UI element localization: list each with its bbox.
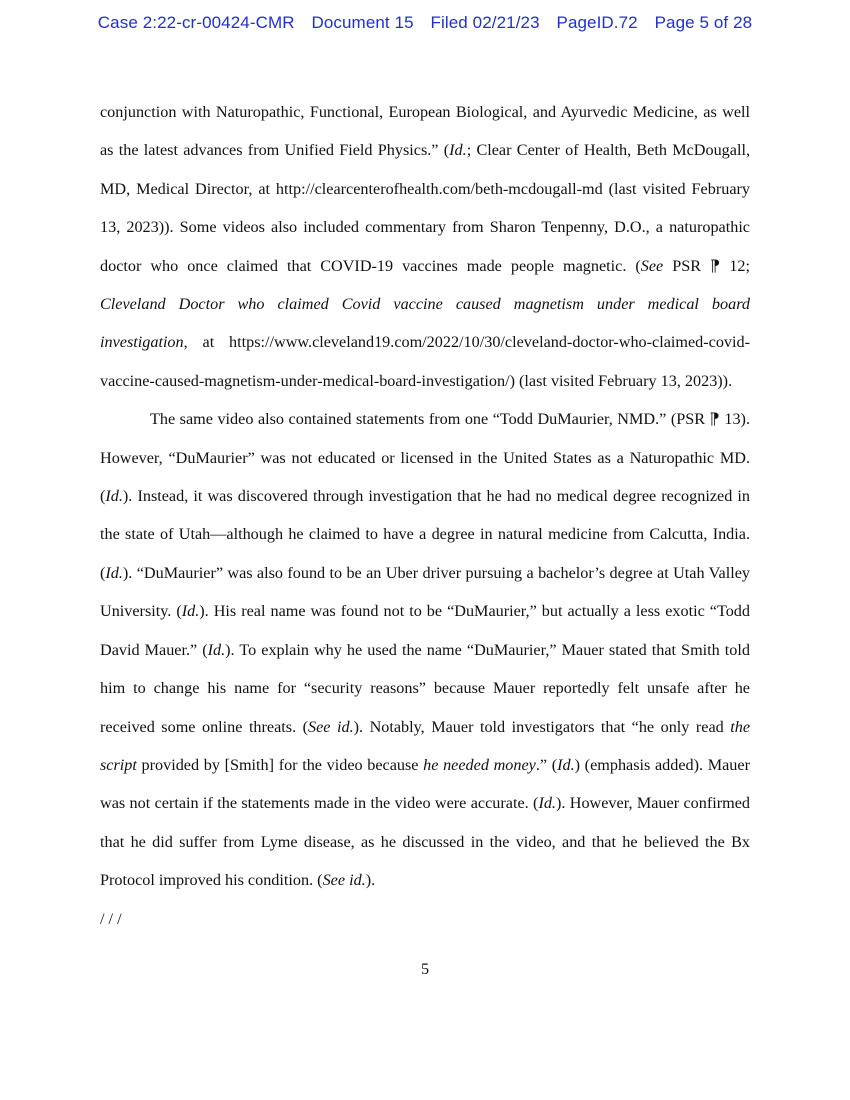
paragraph-1 xyxy=(100,93,750,400)
text-run: ). Instead, it was discovered through investigation that he had no medical degree recognized in the state of Utah—although he claimed to have a degree in natural medicine from Calcutta, India. ( xyxy=(100,487,750,582)
italic-text: Id. xyxy=(105,487,123,506)
section-break: / / / xyxy=(100,909,122,928)
text-run: ). However, Mauer confirmed that he did suffer from Lyme disease, as he discussed in the video, and that he believed the Bx Protocol improved his condition. ( xyxy=(100,794,750,890)
text-run: The same video also contained statements from one “Todd DuMaurier, NMD.” (PSR ⁋ 13). However, “DuMaurier” was not educated or licensed in the United States as a Naturopathic MD. ( xyxy=(100,410,750,506)
italic-text: he needed money xyxy=(423,755,536,774)
italic-text: Id. xyxy=(105,563,123,582)
text-run: provided by [Smith] for the video because xyxy=(136,755,424,774)
italic-text: Cleveland Doctor who claimed Covid vaccine caused magnetism under medical board investigation xyxy=(100,295,750,352)
text-run: ). Notably, Mauer told investigators that “he only read xyxy=(353,717,731,736)
document-body xyxy=(100,93,750,938)
text-run: ; Clear Center of Health, Beth McDougall, MD, Medical Director, at http://clearcenterofhealth.com/beth-mcdougall-md (last visited February 13, 2023)). Some videos also included commentary from Sharon Tenpenny, D.O., a naturopathic doctor who once claimed that COVID-19 vaccines made people magnetic. ( xyxy=(100,141,751,275)
italic-text: Id. xyxy=(557,755,575,774)
text-run: ) (emphasis added). Mauer was not certain if the statements made in the video were accurate. ( xyxy=(100,755,750,813)
court-filing-header xyxy=(0,13,850,33)
document-number: Document 15 xyxy=(311,13,414,32)
paragraph-2 xyxy=(100,400,750,899)
text-run: PSR ⁋ 12; xyxy=(663,256,750,275)
text-run: conjunction with Naturopathic, Functional, European Biological, and Ayurvedic Medicine, as well as the latest advances from Unified Field Physics.” ( xyxy=(100,103,750,160)
italic-text: See id. xyxy=(322,871,366,890)
page-id: PageID.72 xyxy=(556,13,638,32)
italic-text: Id. xyxy=(181,602,200,621)
text-run: .” ( xyxy=(535,755,558,774)
page-count: Page 5 of 28 xyxy=(654,13,753,32)
case-number: Case 2:22-cr-00424-CMR xyxy=(97,13,295,32)
text-run: ). To explain why he used the name “DuMaurier,” Mauer stated that Smith told him to change his name for “security reasons” because Mauer reportedly felt unsafe after he received some online threats. ( xyxy=(100,640,750,736)
text-run: , at https://www.cleveland19.com/2022/10/30/cleveland-doctor-who-claimed-covid-vaccine-caused-magnetism-under-medical-board-investigation/) (last visited February 13, 2023)). xyxy=(100,333,750,390)
text-run: ). His real name was found not to be “DuMaurier,” but actually a less exotic “Todd David Mauer.” ( xyxy=(100,602,750,659)
italic-text: Id. xyxy=(538,794,556,813)
text-run: ). “DuMaurier” was also found to be an Uber driver pursuing a bachelor’s degree at Utah Valley University. ( xyxy=(100,563,750,621)
page-number: 5 xyxy=(420,960,430,978)
italic-text: See id. xyxy=(308,717,354,736)
text-run: ). xyxy=(365,871,376,890)
italic-text: See xyxy=(640,256,664,275)
filed-date: Filed 02/21/23 xyxy=(430,13,540,32)
italic-text: the script xyxy=(100,717,751,774)
italic-text: Id. xyxy=(449,141,467,160)
italic-text: Id. xyxy=(207,640,226,659)
